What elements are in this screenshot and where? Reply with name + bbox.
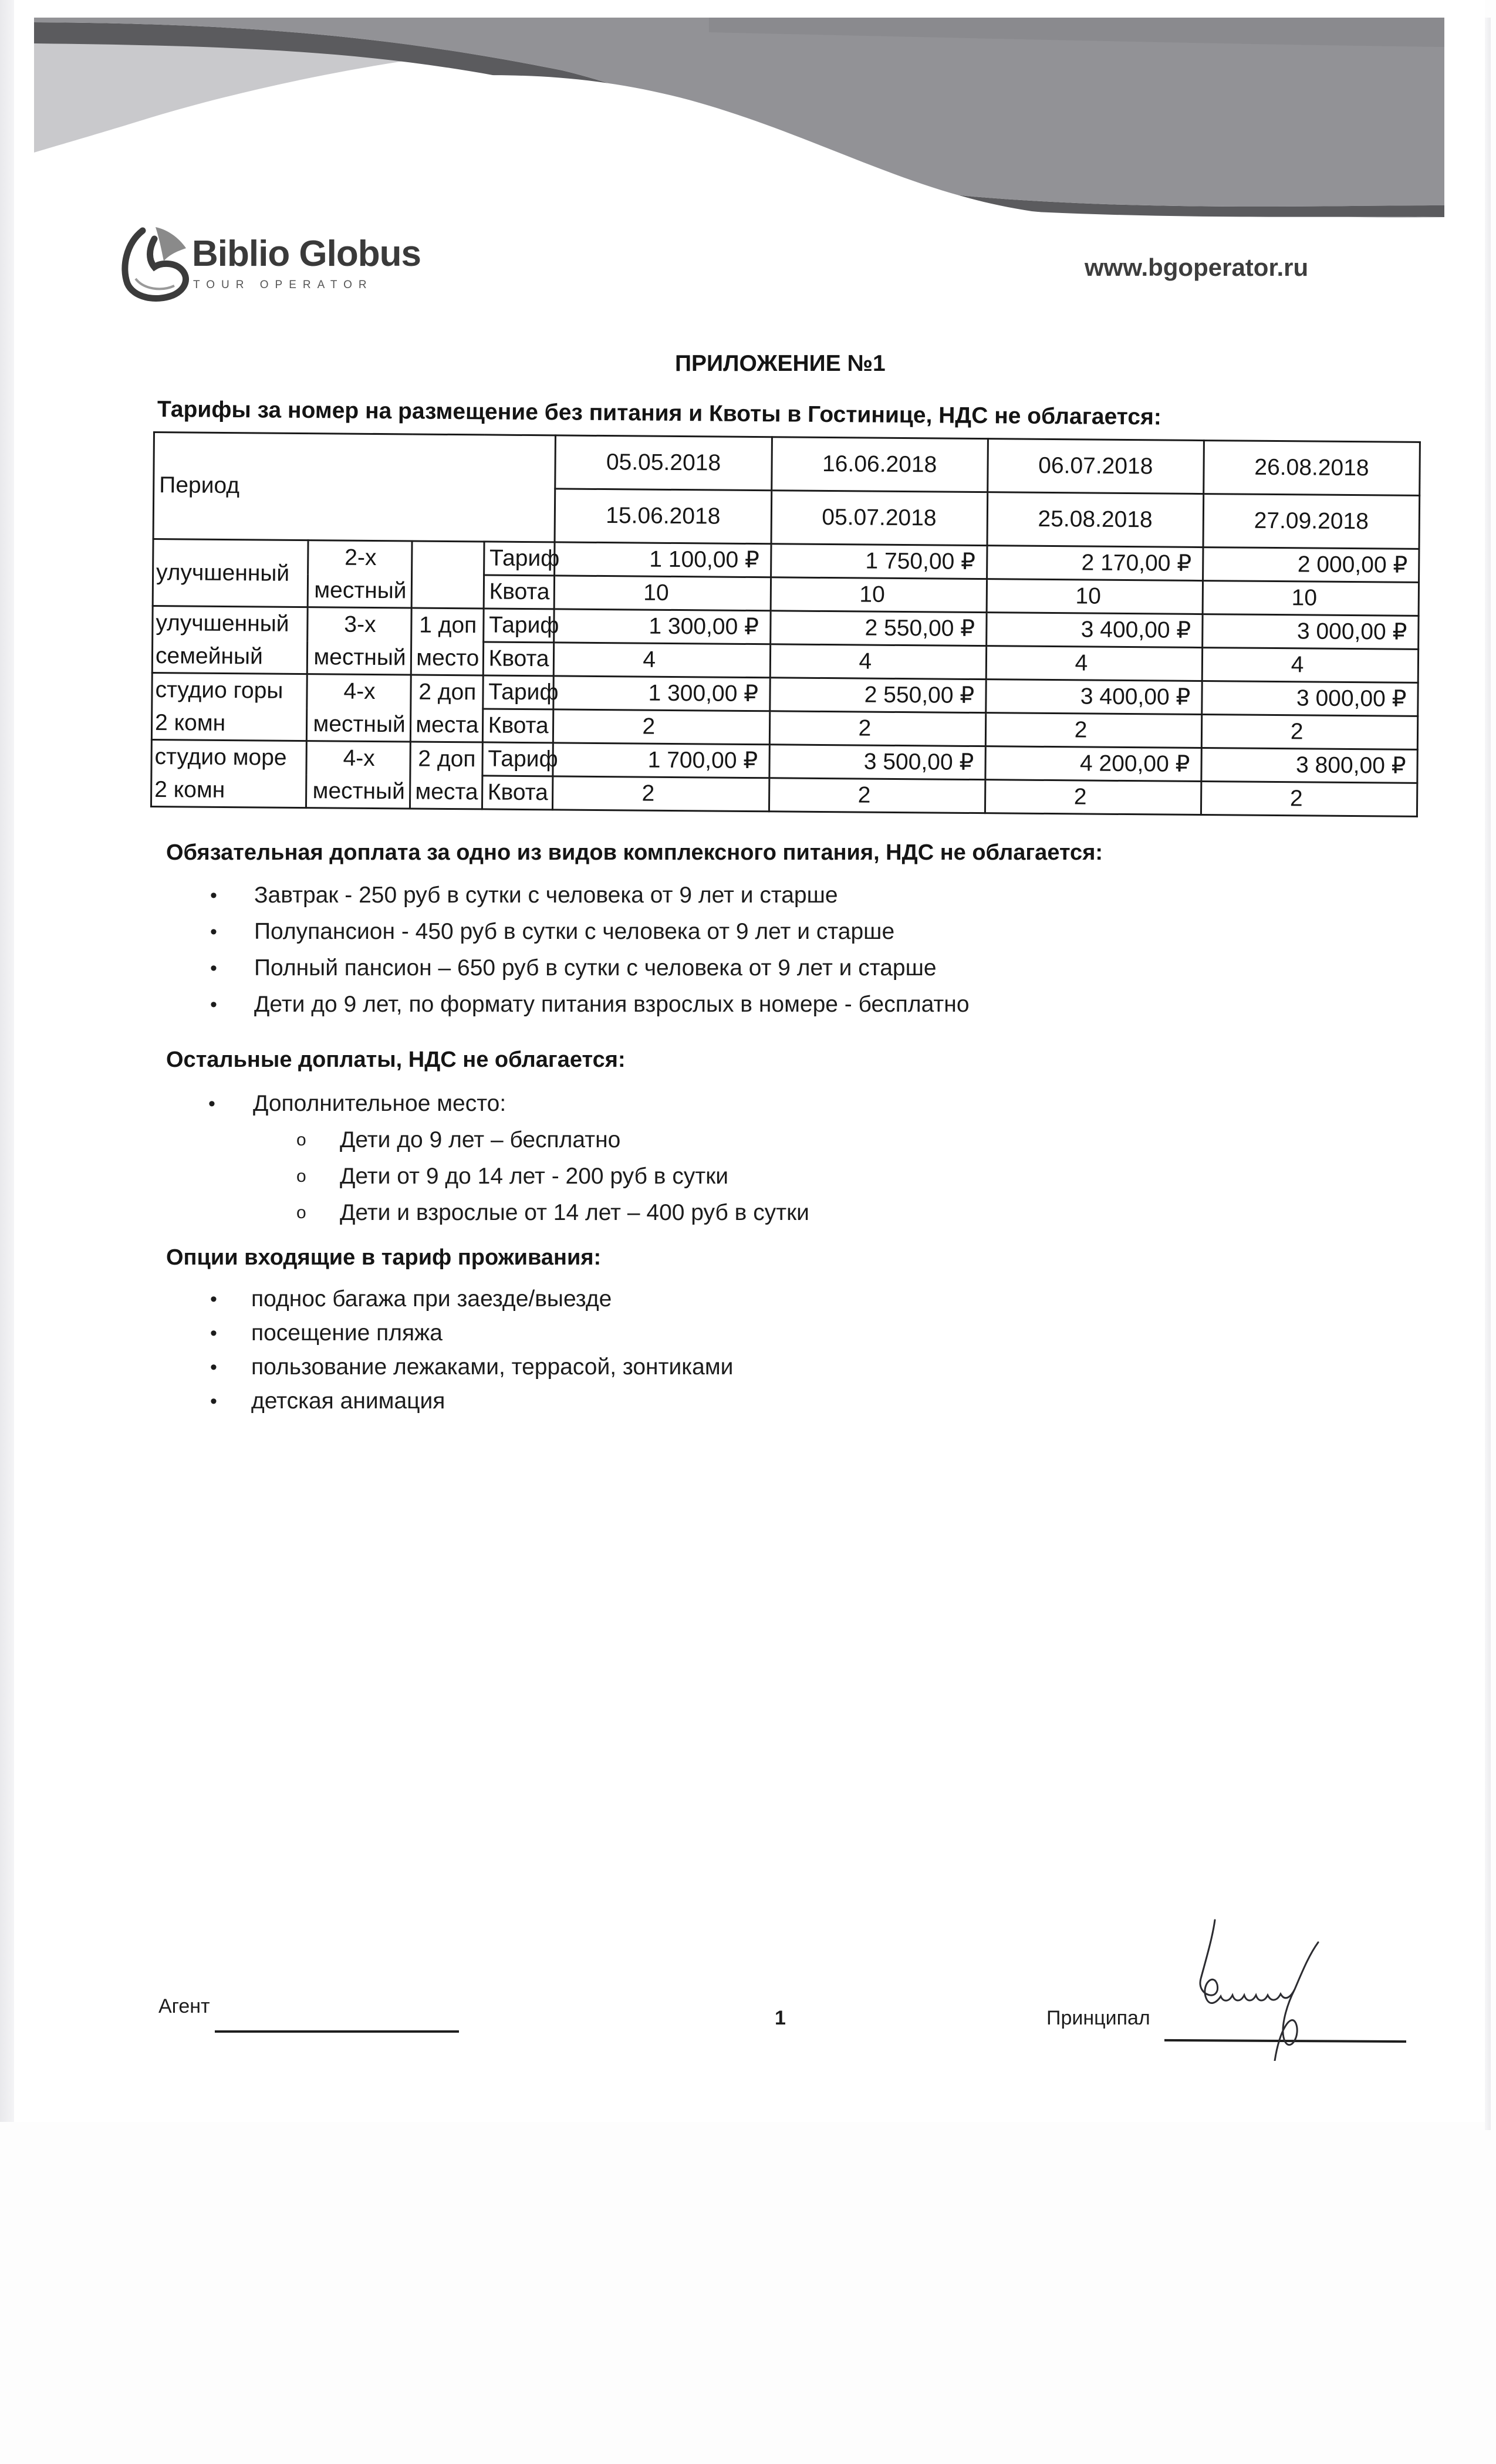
period-from: 26.08.2018 bbox=[1204, 441, 1420, 496]
quota-value: 2 bbox=[553, 776, 769, 812]
room-name-cell bbox=[151, 672, 307, 741]
biblio-globus-logo-icon bbox=[120, 220, 191, 302]
quota-value: 2 bbox=[985, 713, 1202, 748]
quota-value: 4 bbox=[554, 643, 771, 678]
bullet-icon: • bbox=[208, 1093, 215, 1115]
list-item-text: детская анимация bbox=[251, 1388, 445, 1414]
principal-label: Принципал bbox=[1046, 2007, 1150, 2029]
room-extra-bed: 1 доп bbox=[419, 612, 477, 638]
list-item-text: пользование лежаками, террасой, зонтиками bbox=[251, 1354, 734, 1380]
period-to: 27.09.2018 bbox=[1203, 494, 1420, 549]
company-logo bbox=[120, 220, 484, 302]
list-item bbox=[166, 1316, 733, 1350]
room-name: семейный bbox=[155, 643, 264, 669]
sub-list-item bbox=[166, 1158, 809, 1195]
logo-name: Biblio Globus bbox=[192, 234, 421, 274]
meals-heading: Обязательная доплата за одно из видов комплексного питания, НДС не облагается: bbox=[166, 840, 1103, 865]
agent-label: Агент bbox=[158, 1995, 210, 2017]
room-name-cell bbox=[153, 539, 308, 607]
list-item-text: Полный пансион – 650 руб в сутки с человека от 9 лет и старше bbox=[254, 955, 937, 981]
room-extra-bed: место bbox=[416, 645, 479, 671]
period-label: Период bbox=[153, 432, 556, 542]
list-item bbox=[166, 986, 1103, 1023]
tariff-value: 4 200,00 ₽ bbox=[985, 746, 1202, 782]
room-extra-bed: места bbox=[415, 779, 478, 805]
quota-value: 4 bbox=[770, 644, 987, 680]
list-item bbox=[166, 1350, 733, 1384]
rates-table-caption: Тарифы за номер на размещение без питания и Квоты в Гостинице, НДС не облагается: bbox=[157, 397, 1161, 430]
list-item bbox=[166, 1086, 809, 1122]
tariff-value: 3 400,00 ₽ bbox=[986, 613, 1203, 648]
tariff-value: 2 550,00 ₽ bbox=[769, 678, 986, 713]
tariff-label: Тариф bbox=[484, 542, 555, 576]
room-name: 2 комн bbox=[154, 709, 226, 736]
list-item bbox=[166, 1282, 733, 1316]
tariff-label: Тариф bbox=[482, 675, 553, 709]
other-charges-list bbox=[166, 1086, 809, 1231]
bullet-icon: • bbox=[210, 1288, 217, 1310]
quota-label: Квота bbox=[482, 776, 553, 810]
sub-list-item bbox=[166, 1122, 809, 1158]
quota-label: Квота bbox=[482, 709, 553, 743]
list-item-text: Полупансион - 450 руб в сутки с человека от 9 лет и старше bbox=[254, 919, 895, 944]
tariff-label: Тариф bbox=[482, 742, 553, 776]
room-name: улучшенный bbox=[156, 559, 290, 586]
list-item-text: посещение пляжа bbox=[251, 1320, 443, 1346]
rates-table bbox=[150, 431, 1421, 817]
scan-edge-left bbox=[0, 0, 14, 2122]
tariff-value: 3 400,00 ₽ bbox=[985, 680, 1202, 715]
quota-value: 2 bbox=[1201, 782, 1417, 817]
room-extra-bed-cell bbox=[410, 675, 483, 742]
period-to: 25.08.2018 bbox=[987, 492, 1204, 547]
list-item-text: Дети и взрослые от 14 лет – 400 руб в сутки bbox=[340, 1200, 809, 1225]
room-capacity: 4-х bbox=[343, 678, 376, 705]
room-name-cell bbox=[151, 739, 306, 807]
tariff-value: 1 100,00 ₽ bbox=[555, 542, 771, 577]
room-capacity-cell bbox=[307, 674, 411, 742]
period-to: 05.07.2018 bbox=[771, 491, 988, 546]
handwritten-signature-icon bbox=[1197, 1914, 1373, 2061]
list-item bbox=[166, 950, 1103, 986]
tariff-value: 2 170,00 ₽ bbox=[987, 546, 1203, 581]
tariff-value: 2 550,00 ₽ bbox=[770, 611, 987, 646]
agent-signature-line bbox=[215, 2030, 459, 2033]
room-capacity: 2-х bbox=[345, 545, 377, 571]
document-title: ПРИЛОЖЕНИЕ №1 bbox=[675, 351, 886, 376]
room-capacity-cell bbox=[306, 741, 411, 809]
room-capacity: местный bbox=[313, 711, 406, 737]
room-name: студио море bbox=[154, 744, 287, 770]
tariff-value: 2 000,00 ₽ bbox=[1203, 547, 1419, 583]
period-to: 15.06.2018 bbox=[555, 489, 771, 544]
quota-value: 10 bbox=[987, 579, 1203, 614]
tariff-value: 3 000,00 ₽ bbox=[1202, 614, 1419, 650]
quota-value: 10 bbox=[555, 576, 771, 611]
period-from: 16.06.2018 bbox=[771, 437, 988, 492]
tariff-value: 1 700,00 ₽ bbox=[553, 743, 769, 778]
room-extra-bed-cell bbox=[411, 541, 484, 609]
tariff-value: 1 750,00 ₽ bbox=[771, 544, 987, 579]
room-extra-bed-cell bbox=[410, 742, 482, 809]
scan-edge-right bbox=[1485, 18, 1491, 2130]
page-number: 1 bbox=[775, 2007, 786, 2029]
room-name: улучшенный bbox=[156, 610, 289, 637]
period-from: 05.05.2018 bbox=[555, 435, 772, 491]
circle-bullet-icon: o bbox=[296, 1167, 306, 1186]
room-name-cell bbox=[152, 606, 308, 674]
logo-tagline: TOUR OPERATOR bbox=[193, 279, 373, 291]
sub-list-item bbox=[166, 1195, 809, 1231]
list-item-text: Дети до 9 лет, по формату питания взрослых в номере - бесплатно bbox=[254, 992, 970, 1017]
other-charges-section bbox=[166, 1047, 809, 1231]
bullet-icon: • bbox=[210, 884, 217, 907]
banner-wave-graphic bbox=[34, 18, 1444, 220]
quota-value: 10 bbox=[1203, 581, 1419, 616]
period-from: 06.07.2018 bbox=[987, 439, 1204, 494]
other-charges-heading: Остальные доплаты, НДС не облагается: bbox=[166, 1047, 626, 1072]
quota-value: 4 bbox=[986, 646, 1203, 681]
list-item-text: поднос багажа при заезде/выезде bbox=[251, 1286, 612, 1312]
list-item-text: Завтрак - 250 руб в сутки с человека от 9 лет и старше bbox=[254, 883, 838, 908]
bullet-icon: • bbox=[210, 1356, 217, 1378]
room-name: студио горы bbox=[155, 677, 283, 704]
room-capacity: местный bbox=[313, 644, 406, 670]
room-capacity: местный bbox=[314, 577, 407, 603]
room-extra-bed-cell bbox=[411, 608, 484, 675]
quota-value: 2 bbox=[1201, 715, 1418, 750]
room-capacity: 3-х bbox=[344, 611, 376, 638]
bullet-icon: • bbox=[210, 921, 217, 943]
list-item bbox=[166, 877, 1103, 914]
meals-section bbox=[166, 840, 1103, 1023]
quota-label: Квота bbox=[484, 575, 555, 609]
included-options-list bbox=[166, 1282, 733, 1418]
list-item bbox=[166, 914, 1103, 950]
quota-value: 2 bbox=[985, 780, 1201, 815]
period-start-row bbox=[154, 432, 1420, 496]
tariff-value: 3 800,00 ₽ bbox=[1201, 748, 1418, 783]
quota-value: 2 bbox=[769, 711, 986, 746]
room-capacity-cell bbox=[308, 540, 412, 608]
room-capacity: местный bbox=[312, 778, 406, 804]
room-capacity-cell bbox=[307, 607, 411, 675]
tariff-value: 1 300,00 ₽ bbox=[554, 609, 771, 644]
bullet-icon: • bbox=[210, 1390, 217, 1412]
bullet-icon: • bbox=[210, 1322, 217, 1344]
bullet-icon: • bbox=[210, 993, 217, 1016]
tariff-value: 3 000,00 ₽ bbox=[1202, 681, 1419, 716]
list-item-text: Дети от 9 до 14 лет - 200 руб в сутки bbox=[340, 1164, 729, 1189]
quota-value: 2 bbox=[769, 778, 985, 813]
quota-value: 10 bbox=[771, 577, 987, 613]
included-options-heading: Опции входящие в тариф проживания: bbox=[166, 1245, 602, 1270]
list-item-text: Дети до 9 лет – бесплатно bbox=[340, 1127, 621, 1152]
quota-value: 2 bbox=[553, 709, 770, 745]
website-link[interactable]: www.bgoperator.ru bbox=[1085, 254, 1309, 281]
list-item bbox=[166, 1384, 733, 1418]
circle-bullet-icon: o bbox=[296, 1130, 306, 1150]
tariff-value: 1 300,00 ₽ bbox=[553, 676, 770, 711]
room-capacity: 4-х bbox=[343, 745, 375, 772]
meals-list bbox=[166, 877, 1103, 1023]
bullet-icon: • bbox=[210, 957, 217, 979]
room-name: 2 комн bbox=[154, 776, 225, 803]
room-extra-bed: 2 доп bbox=[418, 746, 476, 772]
list-item-text: Дополнительное место: bbox=[253, 1091, 506, 1116]
quota-label: Квота bbox=[483, 642, 554, 676]
circle-bullet-icon: o bbox=[296, 1203, 306, 1222]
included-options-section bbox=[166, 1245, 733, 1418]
tariff-value: 3 500,00 ₽ bbox=[769, 745, 985, 780]
tariff-label: Тариф bbox=[483, 609, 554, 643]
room-extra-bed: 2 доп bbox=[418, 679, 477, 705]
room-extra-bed: места bbox=[416, 712, 479, 738]
quota-value: 4 bbox=[1202, 648, 1419, 683]
header-banner bbox=[34, 18, 1444, 220]
